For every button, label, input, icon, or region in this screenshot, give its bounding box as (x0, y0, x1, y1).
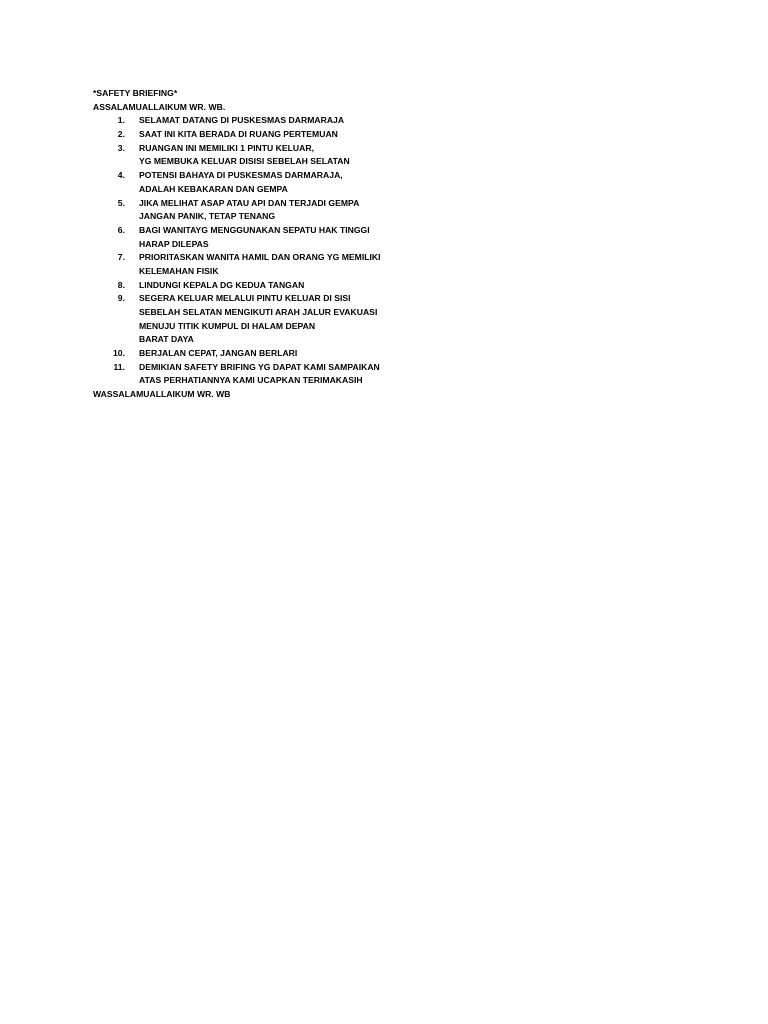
list-item-line: LINDUNGI KEPALA DG KEDUA TANGAN (139, 279, 305, 290)
list-item-line: BERJALAN CEPAT, JANGAN BERLARI (139, 348, 298, 359)
list-item-line: BARAT DAYA (139, 334, 194, 345)
list-item-number: 11. (113, 361, 125, 372)
list-item-line: JIKA MELIHAT ASAP ATAU API DAN TERJADI GEMPA (139, 197, 360, 208)
list-item-line: SAAT INI KITA BERADA DI RUANG PERTEMUAN (139, 129, 338, 140)
list-item-number: 9. (117, 293, 125, 304)
list-item-number: 5. (117, 197, 125, 208)
list-item-line: SEBELAH SELATAN MENGIKUTI ARAH JALUR EVAKUASI (139, 307, 378, 317)
list-item-line: SELAMAT DATANG DI PUSKESMAS DARMARAJA (139, 115, 345, 126)
list-item-line: POTENSI BAHAYA DI PUSKESMAS DARMARAJA, (139, 170, 343, 181)
greeting: ASSALAMUALLAIKUM WR. WB. (93, 101, 226, 112)
list-item (93, 292, 513, 347)
list-item-text (139, 292, 513, 347)
list-item (93, 197, 513, 224)
briefing-list (93, 114, 513, 388)
list-item-text (139, 224, 513, 251)
list-item-number: 8. (117, 279, 125, 290)
list-item-line: BAGI WANITAYG MENGGUNAKAN SEPATU HAK TINGGI (139, 224, 370, 235)
list-item-number: 3. (117, 142, 125, 153)
list-item-line: JANGAN PANIK, TETAP TENANG (139, 211, 276, 222)
list-item-text (139, 251, 513, 278)
list-item (93, 114, 513, 128)
list-item-text (139, 279, 513, 293)
list-item-number: 4. (117, 170, 125, 181)
list-item-line: ATAS PERHATIANNYA KAMI UCAPKAN TERIMAKASIH (139, 375, 363, 386)
list-item-text (139, 347, 513, 361)
list-item-line: HARAP DILEPAS (139, 238, 209, 249)
list-item (93, 251, 513, 278)
list-item (93, 142, 513, 169)
list-item (93, 128, 513, 142)
list-item-line: KELEMAHAN FISIK (139, 265, 219, 276)
list-item (93, 224, 513, 251)
list-item-line: RUANGAN INI MEMILIKI 1 PINTU KELUAR, (139, 142, 314, 153)
list-item (93, 279, 513, 293)
list-item-text (139, 142, 513, 169)
list-item-number: 6. (117, 224, 125, 235)
document-body (93, 87, 513, 402)
list-item-text (139, 361, 513, 388)
closing: WASSALAMUALLAIKUM WR. WB (93, 389, 231, 400)
list-item-line: MENUJU TITIK KUMPUL DI HALAM DEPAN (139, 320, 316, 331)
list-item-line: DEMIKIAN SAFETY BRIFING YG DAPAT KAMI SAMPAIKAN (139, 361, 380, 372)
list-item-number: 2. (117, 129, 125, 140)
list-item-text (139, 128, 513, 142)
list-item-text (139, 197, 513, 224)
list-item-number: 10. (112, 348, 125, 359)
list-item (93, 361, 513, 388)
list-item-line: YG MEMBUKA KELUAR DISISI SEBELAH SELATAN (139, 156, 350, 167)
list-item-number: 7. (117, 252, 125, 263)
list-item (93, 169, 513, 196)
list-item-text (139, 114, 513, 128)
list-item-number: 1. (117, 115, 125, 126)
list-item-line: SEGERA KELUAR MELALUI PINTU KELUAR DI SISI (139, 293, 351, 304)
document-title: *SAFETY BRIEFING* (93, 88, 178, 98)
list-item-line: ADALAH KEBAKARAN DAN GEMPA (139, 183, 288, 194)
list-item-line: PRIORITASKAN WANITA HAMIL DAN ORANG YG MEMILIKI (139, 252, 381, 263)
list-item-text (139, 169, 513, 196)
list-item (93, 347, 513, 361)
